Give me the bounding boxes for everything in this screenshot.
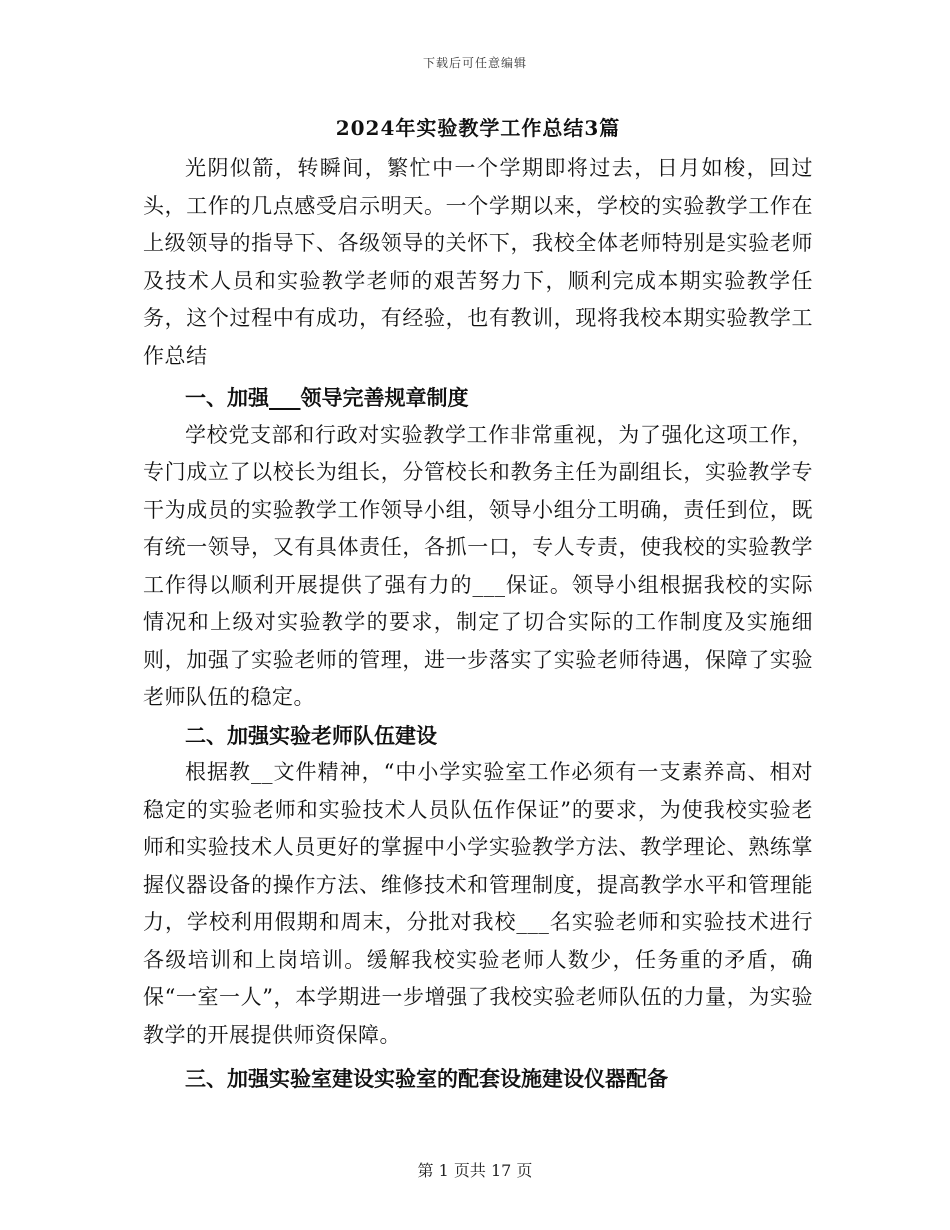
document-title: 2024年实验教学工作总结3篇: [335, 116, 621, 140]
section-1-heading: 一、加强___领导完善规章制度: [185, 385, 469, 410]
intro-paragraph: 光阴似箭，转瞬间，繁忙中一个学期即将过去，日月如梭，回过头，工作的几点感受启示明天。一个学期以来，学校的实验教学工作在上级领导的指导下、各级领导的关怀下，我校全体老师特别是实验老师及技术人员和实验教学老师的艰苦努力下，顺利完成本期实验教学任务，这个过程中有成功，有经验，也有教训，现将我校本期实验教学工作总结: [143, 156, 813, 368]
document-body: [143, 110, 813, 1098]
section-1-paragraph: 学校党支部和行政对实验教学工作非常重视，为了强化这项工作，专门成立了以校长为组长，分管校长和教务主任为副组长，实验教学专干为成员的实验教学工作领导小组，领导小组分工明确，责任到位，既有统一领导，又有具体责任，各抓一口，专人专责，使我校的实验教学工作得以顺利开展提供了强有力的___保证。领导小组根据我校的实际情况和上级对实验教学的要求，制定了切合实际的工作制度及实施细则，加强了实验老师的管理，进一步落实了实验老师待遇，保障了实验老师队伍的稳定。: [143, 422, 813, 709]
section-2-paragraph: 根据教__文件精神，“中小学实验室工作必须有一支素养高、相对稳定的实验老师和实验技术人员队伍作保证”的要求，为使我校实验老师和实验技术人员更好的掌握中小学实验教学方法、教学理论、熟练掌握仪器设备的操作方法、维修技术和管理制度，提高教学水平和管理能力，学校利用假期和周末，分批对我校___名实验老师和实验技术进行各级培训和上岗培训。缓解我校实验老师人数少，任务重的矛盾，确保“一室一人”，本学期进一步增强了我校实验老师队伍的力量，为实验教学的开展提供师资保障。: [143, 760, 813, 1047]
section-2-heading: 二、加强实验老师队伍建设: [185, 722, 437, 748]
header-note: 下载后可任意编辑: [422, 56, 527, 70]
section-3-heading: 三、加强实验室建设实验室的配套设施建设仪器配备: [185, 1066, 668, 1091]
page-footer: 第 1 页共 17 页: [417, 1161, 533, 1180]
